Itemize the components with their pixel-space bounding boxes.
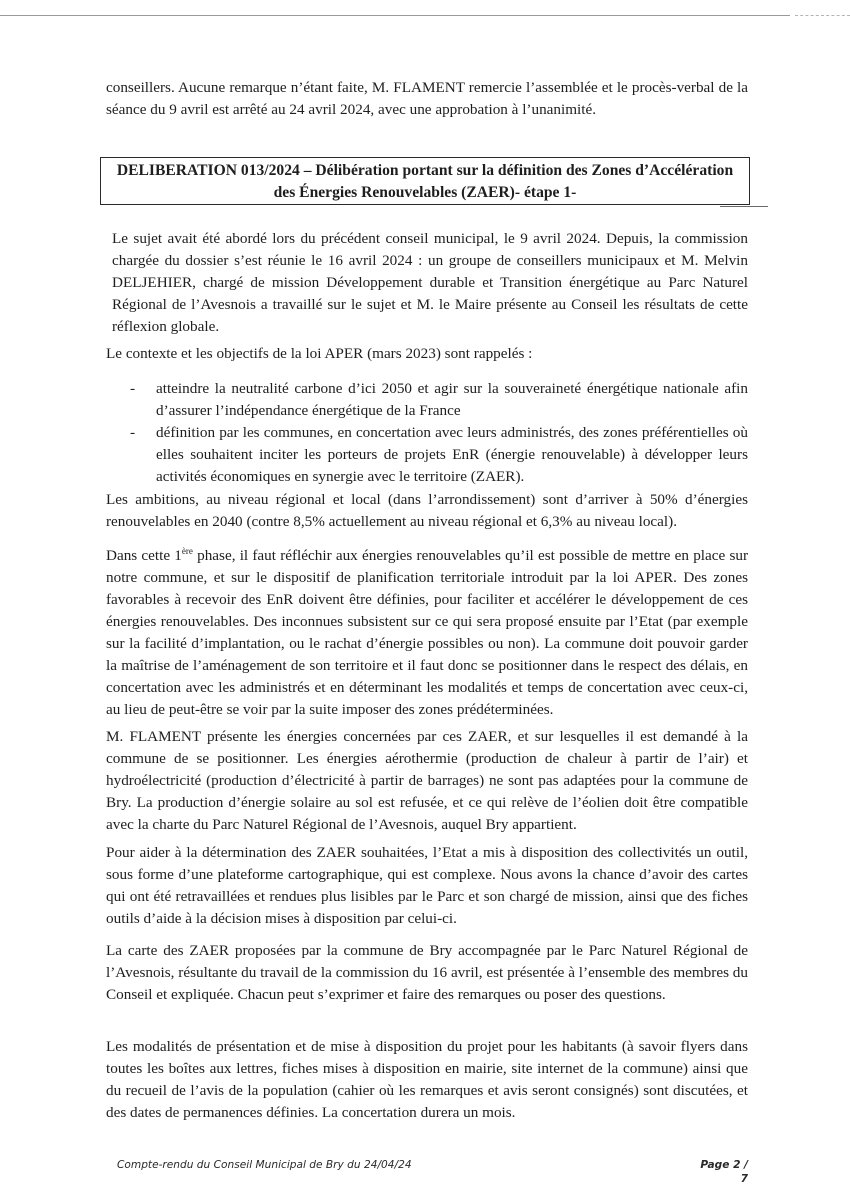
list-item — [106, 378, 748, 422]
list-item-text: définition par les communes, en concertation avec leurs administrés, des zones préférentielles où elles souhaitent inciter les porteurs de projets EnR (énergie renouvelable) à développer leurs activités économiques en synergie avec le territoire (ZAER). — [156, 424, 748, 485]
ordinal-superscript: ère — [181, 545, 193, 556]
footer-page-number: Page 2 / 7 — [700, 1159, 748, 1185]
paragraph-consultation: Les modalités de présentation et de mise à disposition du projet pour les habitants (à savoir flyers dans toutes les boîtes aux lettres, fiches mises à disposition en mairie, site internet de la commune) ainsi que du recueil de l’avis de la population (cahier où les remarques et avis seront consignés) sont discutées, et des dates de permanences définies. La concertation durera un mois. — [106, 1038, 748, 1121]
deliberation-heading-box — [100, 157, 750, 205]
heading-box-bottom-border — [100, 204, 750, 205]
bullet-dash: - — [130, 380, 136, 397]
scan-top-edge — [0, 15, 790, 16]
scan-top-edge-dashed — [795, 15, 850, 16]
paragraph-zaer-map: La carte des ZAER proposées par la commune de Bry accompagnée par le Parc Naturel Régional de l’Avesnois, résultante du travail de la commission du 16 avril, est présentée à l’ensemble des membres du Conseil et expliquée. Chacun peut s’exprimer et faire des remarques ou poser des questions. — [106, 942, 748, 1003]
paragraph-energies: M. FLAMENT présente les énergies concernées par ces ZAER, et sur lesquelles il est demandé à la commune de se positionner. Les énergies aérothermie (production de chaleur à partir de l’air) et hydroélectricité (production d’électricité à partir de barrages) ne sont pas adaptées pour la commune de Bry. La production d’énergie solaire au sol est refusée, et ce qui relève de l’éolien doit être compatible avec la charte du Parc Naturel Régional de l’Avesnois, auquel Bry appartient. — [106, 728, 748, 833]
paragraph-subject-intro: Le sujet avait été abordé lors du précédent conseil municipal, le 9 avril 2024. Depuis, la commission chargée du dossier s’est réunie le 16 avril 2024 : un groupe de conseillers municipaux et M. Melvin DELJEHIER, chargé de mission Développement durable et Transition énergétique au Parc Naturel Régional de l’Avesnois a travaillé sur le sujet et M. le Maire présente au Conseil les résultats de cette réflexion globale. — [112, 230, 748, 335]
heading-box-tail-line — [720, 206, 768, 207]
list-item — [106, 422, 748, 488]
paragraph-approval: conseillers. Aucune remarque n’étant faite, M. FLAMENT remercie l’assemblée et le procès-verbal de la séance du 9 avril est arrêté au 24 avril 2024, avec une approbation à l’unanimité. — [106, 79, 748, 118]
list-item-text: atteindre la neutralité carbone d’ici 2050 et agir sur la souveraineté énergétique nationale afin d’assurer l’indépendance énergétique de la France — [156, 380, 748, 419]
paragraph-ambitions: Les ambitions, au niveau régional et local (dans l’arrondissement) sont d’arriver à 50% d’énergies renouvelables en 2040 (contre 8,5% actuellement au niveau régional et 6,3% au niveau local). — [106, 491, 748, 530]
aper-objectives-list — [106, 378, 748, 488]
first-phase-rest: phase, il faut réfléchir aux énergies renouvelables qu’il est possible de mettre en place sur notre commune, et sur le dispositif de planification territoriale introduit par la loi APER. Des zones favorables à recevoir des EnR doivent être définies, pour faciliter et accélérer le développement de ces énergies renouvelables. Des inconnues subsistent sur ce qui sera proposé ensuite par l’Etat (par exemple sur la facilité d’implantation, ou le rachat d’énergie possibles ou non). La commune doit pouvoir garder la maîtrise de l’aménagement de son territoire et il faut donc se positionner dans le respect des délais, en concertation avec les administrés et en déterminant les modalités et temps de concertation avec ceux-ci, au lieu de peut-être se voir par la suite imposer des zones prédéterminées. — [106, 547, 749, 718]
paragraph-first-phase — [106, 545, 748, 721]
first-phase-start: Dans cette 1 — [106, 547, 182, 564]
deliberation-heading-line2: des Énergies Renouvelables (ZAER)- étape 1- — [273, 184, 577, 201]
bullet-dash: - — [130, 424, 136, 441]
paragraph-aper-context: Le contexte et les objectifs de la loi APER (mars 2023) sont rappelés : — [106, 345, 533, 362]
footer-document-title: Compte-rendu du Conseil Municipal de Bry du 24/04/24 — [117, 1159, 412, 1171]
paragraph-state-tool: Pour aider à la détermination des ZAER souhaitées, l’Etat a mis à disposition des collectivités un outil, sous forme d’une plateforme cartographique, qui est complexe. Nous avons la chance d’avoir des cartes qui ont été retravaillées et rendues plus lisibles par le Parc et son chargé de mission, ainsi que des fiches outils d’aide à la décision mises à disposition par celui-ci. — [106, 844, 748, 927]
deliberation-heading-line1: DELIBERATION 013/2024 – Délibération portant sur la définition des Zones d’Accélération — [116, 162, 734, 179]
